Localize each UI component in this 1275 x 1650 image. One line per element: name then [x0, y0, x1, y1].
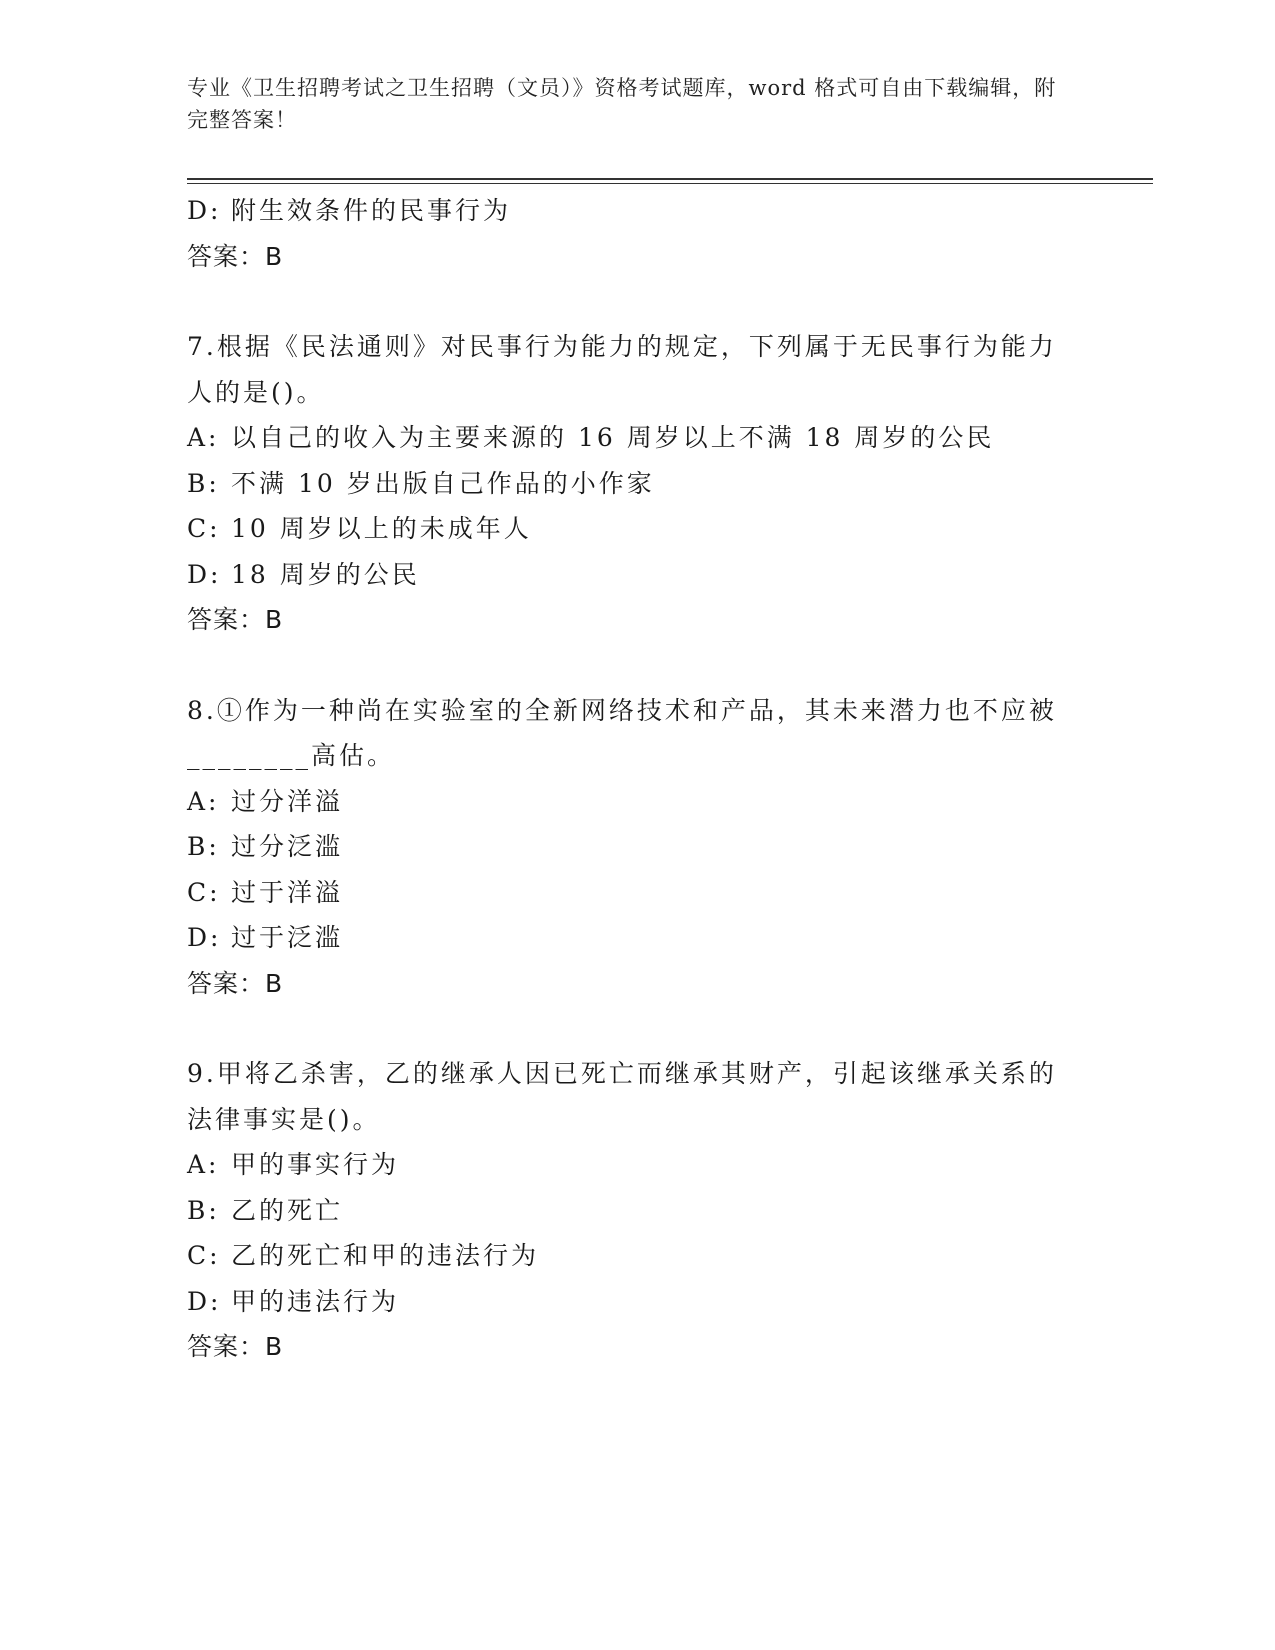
question-8 — [187, 688, 1067, 1007]
question-7 — [187, 324, 1067, 643]
option-text: 过分洋溢 — [231, 786, 344, 816]
header-divider-thick — [187, 178, 1153, 180]
option-d — [187, 552, 1067, 598]
option-text: 10 周岁以上的未成年人 — [231, 514, 532, 543]
page-header: 专业《卫生招聘考试之卫生招聘（文员）》资格考试题库，word 格式可自由下载编辑，附完整答案！ — [187, 76, 1057, 132]
option-text: 过于泛滥 — [231, 923, 344, 952]
option-a — [187, 415, 1067, 461]
option-label: A: — [187, 1150, 220, 1179]
option-b — [187, 1188, 1067, 1234]
option-label: D: — [187, 196, 222, 225]
option-c — [187, 506, 1067, 552]
option-text: 不满 10 岁出版自己作品的小作家 — [231, 468, 655, 498]
option-text: 18 周岁的公民 — [231, 559, 420, 589]
option-label: C: — [187, 1241, 221, 1270]
option-label: C: — [187, 514, 221, 543]
option-text: 乙的死亡 — [231, 1195, 344, 1225]
option-d — [187, 915, 1067, 961]
question-content — [187, 188, 1067, 1415]
option-text: 过分泛滥 — [231, 832, 344, 861]
option-d — [187, 188, 1067, 234]
option-label: D: — [187, 1286, 222, 1316]
option-text: 甲的事实行为 — [231, 1150, 400, 1179]
question-stem: 8.①作为一种尚在实验室的全新网络技术和产品，其未来潜力也不应被________高估。 — [187, 695, 1057, 770]
option-text: 甲的违法行为 — [231, 1286, 400, 1316]
option-a — [187, 1142, 1067, 1188]
question-stem: 7.根据《民法通则》对民事行为能力的规定，下列属于无民事行为能力人的是()。 — [187, 332, 1057, 407]
option-label: B: — [187, 832, 220, 861]
answer-line: 答案：B — [187, 1332, 284, 1361]
option-text: 附生效条件的民事行为 — [231, 196, 512, 225]
header-divider-thin — [187, 183, 1153, 184]
question-stem: 9.甲将乙杀害，乙的继承人因已死亡而继承其财产，引起该继承关系的法律事实是()。 — [187, 1059, 1057, 1134]
previous-question-tail — [187, 188, 1067, 279]
option-c — [187, 870, 1067, 916]
option-label: D: — [187, 923, 222, 952]
option-text: 乙的死亡和甲的违法行为 — [231, 1241, 540, 1270]
option-label: C: — [187, 877, 221, 907]
question-9 — [187, 1051, 1067, 1370]
option-b — [187, 824, 1067, 870]
option-d — [187, 1279, 1067, 1325]
option-label: D: — [187, 559, 222, 589]
answer-line: 答案：B — [187, 968, 284, 998]
option-label: B: — [187, 1195, 220, 1225]
option-label: A: — [187, 786, 220, 816]
option-text: 以自己的收入为主要来源的 16 周岁以上不满 18 周岁的公民 — [231, 423, 995, 452]
option-b — [187, 461, 1067, 507]
answer-line: 答案：B — [187, 241, 284, 271]
option-label: B: — [187, 468, 220, 498]
option-label: A: — [187, 423, 220, 452]
option-c — [187, 1233, 1067, 1279]
option-a — [187, 779, 1067, 825]
answer-line: 答案：B — [187, 605, 284, 634]
option-text: 过于洋溢 — [231, 877, 344, 907]
